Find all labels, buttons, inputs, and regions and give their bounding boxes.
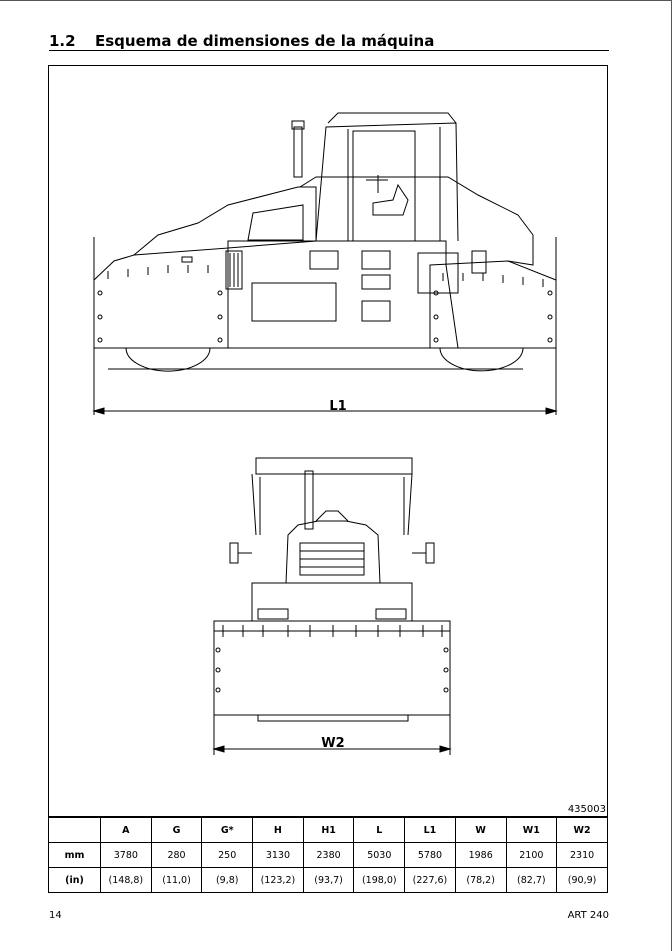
section-heading bbox=[49, 30, 609, 51]
table-cell: 2310 bbox=[557, 843, 608, 868]
table-cell: (123,2) bbox=[253, 868, 304, 893]
table-header-cell: G bbox=[151, 818, 202, 843]
page-edge-top bbox=[0, 0, 672, 1]
table-header-cell: L1 bbox=[405, 818, 456, 843]
table-cell: 2100 bbox=[506, 843, 557, 868]
table-cell: 1986 bbox=[455, 843, 506, 868]
table-cell: (93,7) bbox=[303, 868, 354, 893]
table-cell: (82,7) bbox=[506, 868, 557, 893]
table-cell: 3130 bbox=[253, 843, 304, 868]
table-header-cell: H bbox=[253, 818, 304, 843]
table-cell: (78,2) bbox=[455, 868, 506, 893]
table-cell: 250 bbox=[202, 843, 253, 868]
section-number: 1.2 bbox=[49, 32, 76, 50]
side-view bbox=[94, 113, 556, 415]
table-cell: (227,6) bbox=[405, 868, 456, 893]
figure-id: 435003 bbox=[567, 804, 606, 815]
label-w2: W2 bbox=[321, 736, 345, 751]
front-bolts bbox=[216, 625, 448, 692]
section-title: Esquema de dimensiones de la máquina bbox=[95, 32, 435, 50]
front-view bbox=[214, 458, 450, 755]
machine-drawing bbox=[48, 65, 608, 817]
table-header-cell: L bbox=[354, 818, 405, 843]
table-header-cell bbox=[49, 818, 101, 843]
model-name: ART 240 bbox=[567, 910, 609, 921]
side-bolts bbox=[98, 265, 552, 342]
table-header-cell: W1 bbox=[506, 818, 557, 843]
table-cell: 2380 bbox=[303, 843, 354, 868]
table-header-cell: A bbox=[101, 818, 152, 843]
table-cell: 3780 bbox=[101, 843, 152, 868]
table-header-row bbox=[49, 818, 608, 843]
dimensions-table bbox=[48, 817, 608, 893]
table-header-cell: H1 bbox=[303, 818, 354, 843]
table-cell: (148,8) bbox=[101, 868, 152, 893]
table-cell: (9,8) bbox=[202, 868, 253, 893]
table-cell: 280 bbox=[151, 843, 202, 868]
table-header-cell: W bbox=[455, 818, 506, 843]
table-row bbox=[49, 868, 608, 893]
table-row bbox=[49, 843, 608, 868]
table-header-cell: G* bbox=[202, 818, 253, 843]
table-cell: (198,0) bbox=[354, 868, 405, 893]
table-cell: 5780 bbox=[405, 843, 456, 868]
row-label-in: (in) bbox=[49, 868, 101, 893]
table-cell: 5030 bbox=[354, 843, 405, 868]
row-label-mm: mm bbox=[49, 843, 101, 868]
table-cell: (11,0) bbox=[151, 868, 202, 893]
label-l1: L1 bbox=[329, 399, 347, 414]
table-cell: (90,9) bbox=[557, 868, 608, 893]
page-number: 14 bbox=[49, 910, 62, 921]
table-header-cell: W2 bbox=[557, 818, 608, 843]
